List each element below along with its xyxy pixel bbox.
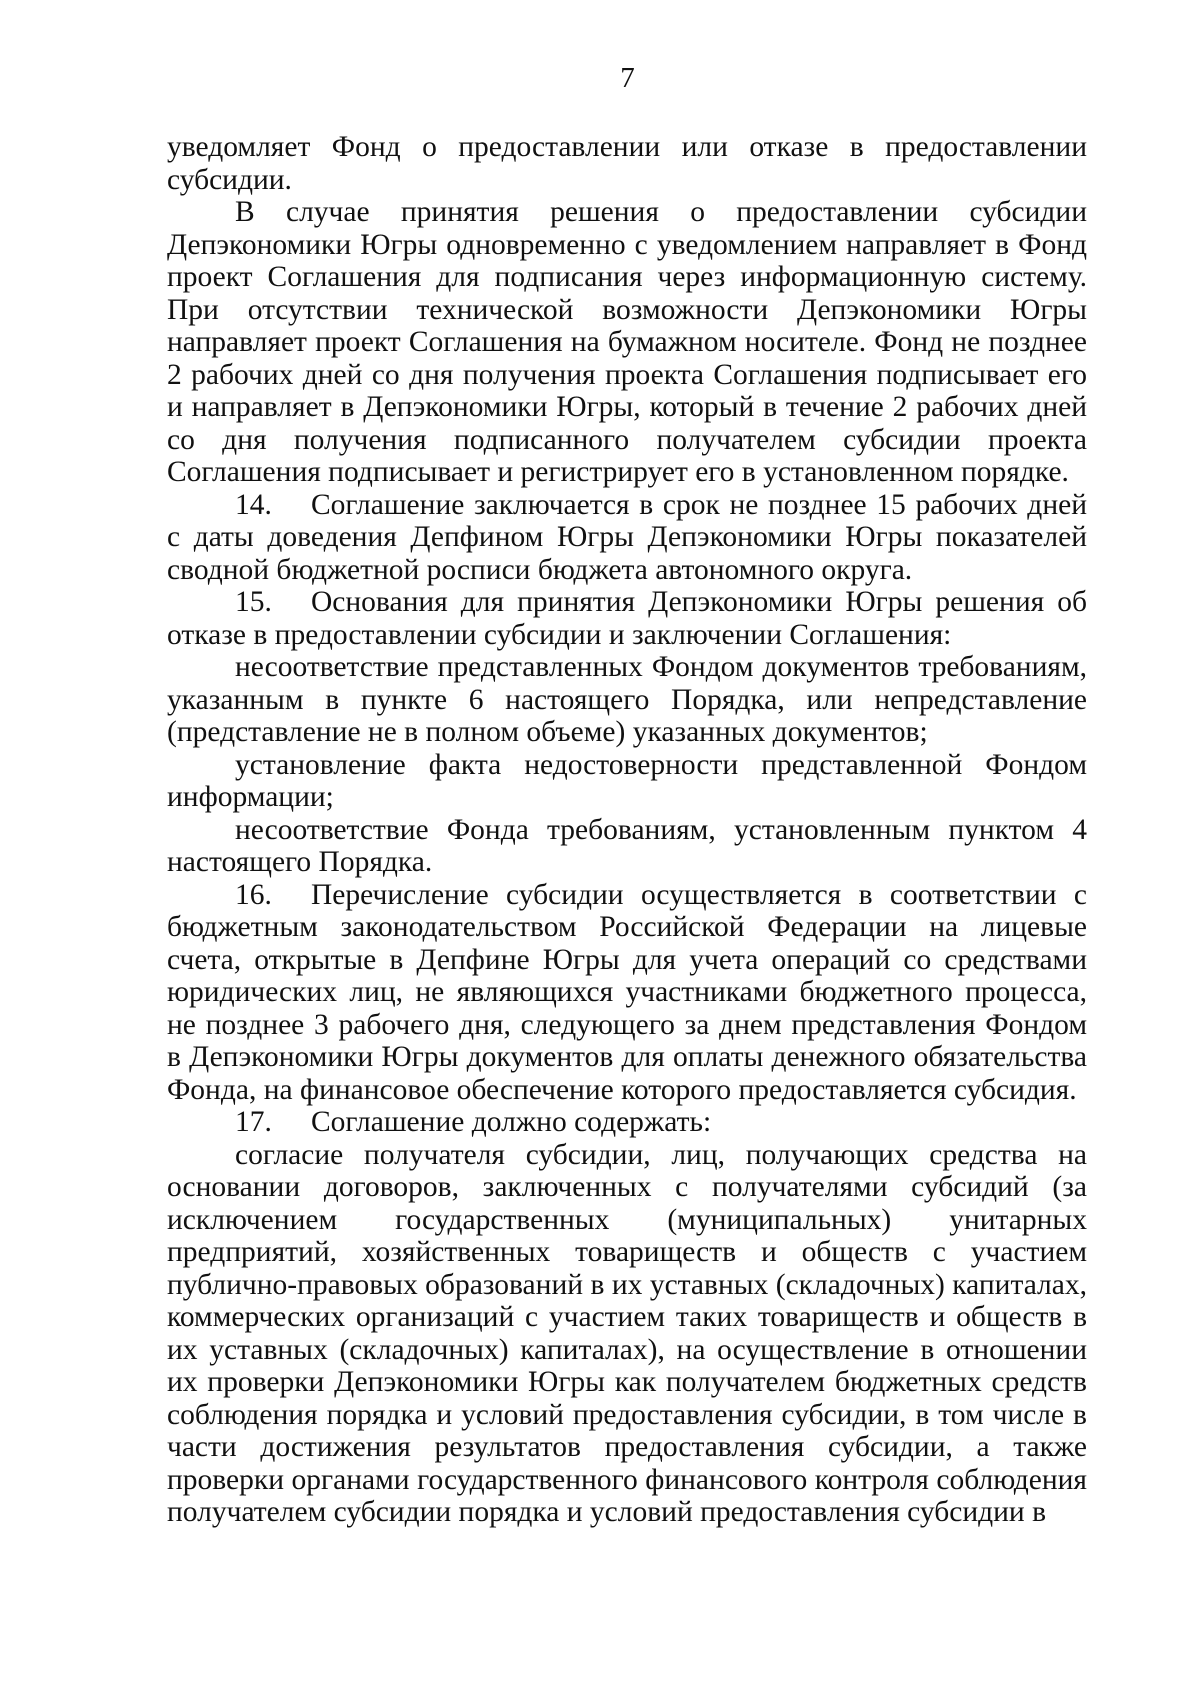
paragraph-refusal-ground-2 <box>167 749 1087 814</box>
paragraph-text: Соглашение заключается в срок не позднее 15 рабочих дней с даты доведения Депфином Югры Депэкономики Югры показателей сводной бюджетной росписи бюджета автономного округа. <box>167 488 1087 586</box>
page-number: 7 <box>620 62 635 94</box>
item-number: 14. <box>235 488 272 521</box>
paragraph-item-14 <box>167 489 1087 587</box>
paragraph-text: несоответствие представленных Фондом документов требованиям, указанным в пункте 6 настоящего Порядка, или непредставление (представление не в полном объеме) указанных документов; <box>167 651 1087 748</box>
paragraph-refusal-ground-1 <box>167 651 1087 749</box>
paragraph-text: Соглашение должно содержать: <box>311 1106 712 1138</box>
item-number: 17. <box>235 1106 272 1138</box>
paragraph-text: согласие получателя субсидии, лиц, получающих средства на основании договоров, заключенных с получателями субсидий (за исключением государственных (муниципальных) унитарных предприятий, хозяйственных товариществ и обществ с участием публично-правовых образований в их уставных (складочных) капиталах, коммерческих организаций с участием таких товариществ и обществ в их уставных (складочных) капиталах), на осуществление в отношении их проверки Депэкономики Югры как получателем бюджетных средств соблюдения порядка и условий предоставления субсидии, в том числе в части достижения результатов предоставления субсидии, а также проверки органами государственного финансового контроля соблюдения получателем субсидии порядка и условий предоставления субсидии в <box>167 1138 1087 1528</box>
paragraph-text: уведомляет Фонд о предоставлении или отказе в предоставлении субсидии. <box>167 131 1087 196</box>
item-number: 16. <box>235 878 272 911</box>
paragraph-decision <box>167 196 1087 489</box>
document-body <box>167 131 1087 1529</box>
paragraph-item-17 <box>167 1106 1087 1139</box>
paragraph-text: несоответствие Фонда требованиям, установленным пунктом 4 настоящего Порядка. <box>167 813 1087 878</box>
paragraph-text: установление факта недостоверности представленной Фондом информации; <box>167 748 1087 813</box>
paragraph-text: Перечисление субсидии осуществляется в соответствии с бюджетным законодательством Российской Федерации на лицевые счета, открытые в Депфине Югры для учета операций со средствами юридических лиц, не являющихся участниками бюджетного процесса, не позднее 3 рабочего дня, следующего за днем представления Фондом в Депэкономики Югры документов для оплаты денежного обязательства Фонда, на финансовое обеспечение которого предоставляется субсидия. <box>167 878 1087 1106</box>
paragraph-refusal-ground-3 <box>167 814 1087 879</box>
paragraph-text: Основания для принятия Депэкономики Югры решения об отказе в предоставлении субсидии и заключении Соглашения: <box>167 586 1087 651</box>
paragraph-agreement-content <box>167 1139 1087 1529</box>
paragraph-item-16 <box>167 879 1087 1107</box>
paragraph-text: В случае принятия решения о предоставлении субсидии Депэкономики Югры одновременно с уведомлением направляет в Фонд проект Соглашения для подписания через информационную систему. При отсутствии технической возможности Депэкономики Югры направляет проект Соглашения на бумажном носителе. Фонд не позднее 2 рабочих дней со дня получения проекта Соглашения подписывает его и направляет в Депэкономики Югры, который в течение 2 рабочих дней со дня получения подписанного получателем субсидии проекта Соглашения подписывает и регистрирует его в установленном порядке. <box>167 196 1087 488</box>
item-number: 15. <box>235 586 272 618</box>
paragraph-continuation <box>167 131 1087 196</box>
paragraph-item-15 <box>167 586 1087 651</box>
